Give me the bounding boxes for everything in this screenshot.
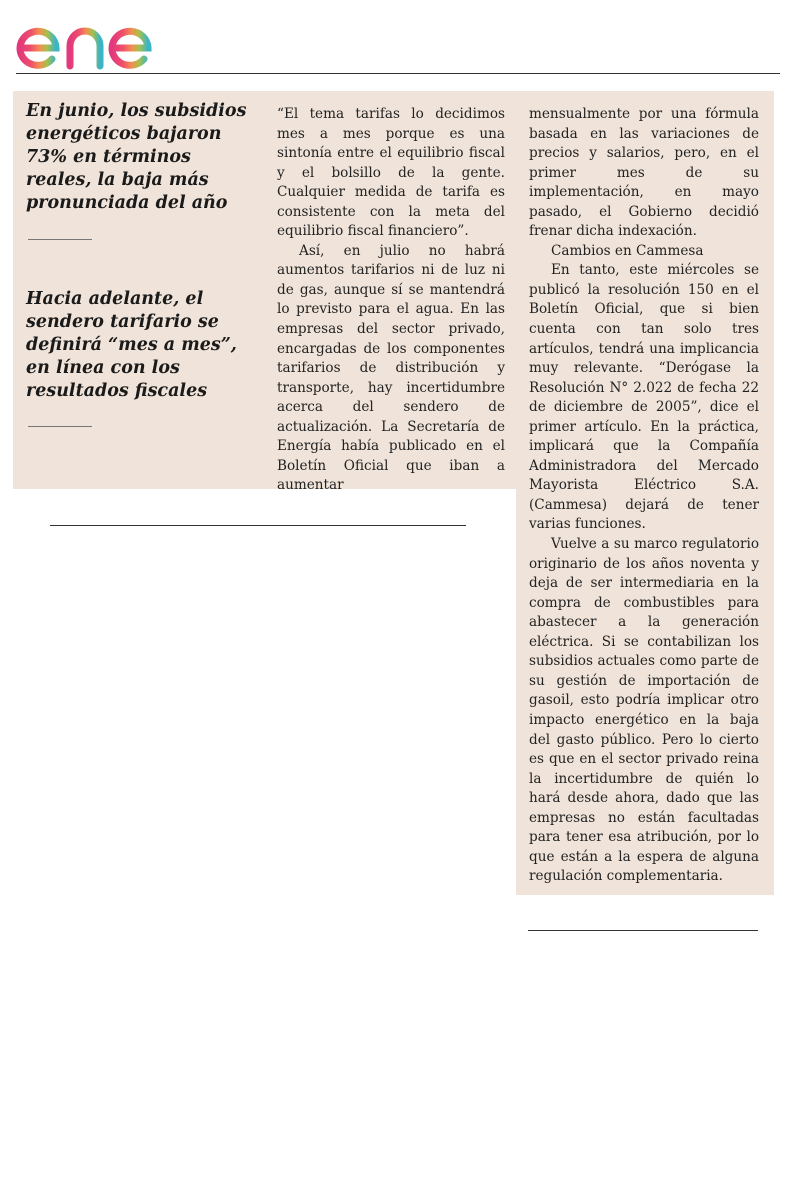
pull-quote-2: Hacia adelante, el sendero tarifario se definirá “mes a mes”, en línea con los resultados fiscales <box>26 289 237 401</box>
article-column-middle <box>277 105 505 496</box>
pull-quote-divider <box>28 426 92 427</box>
article-paragraph: Así, en julio no habrá aumentos tarifarios ni de luz ni de gas, aunque sí se mantendrá lo previsto para el agua. En las empresas del sector privado, encargadas de los componentes tarifarios de distribución y transporte, hay incertidumbre acerca del sendero de actualización. La Secretaría de Energía había publicado en el Boletín Oficial que iban a aumentar <box>277 242 505 494</box>
article-paragraph: “El tema tarifas lo decidimos mes a mes porque es una sintonía entre el equilibrio fiscal y el bolsillo de la gente. Cualquier medida de tarifa es consistente con la meta del equilibrio fiscal financiero”. <box>277 106 505 240</box>
header-divider <box>16 73 780 74</box>
article-column-right <box>529 105 759 887</box>
article-paragraph: En tanto, este miércoles se publicó la resolución 150 en el Boletín Oficial, que si bien cuenta con tan solo tres artículos, tendrá una implicancia muy relevante. “Derógase la Resolución N° 2.022 de fecha 22 de diciembre de 2005”, dice el primer artículo. En la práctica, implicará que la Compañía Administradora del Mercado Mayorista Eléctrico S.A. (Cammesa) dejará de tener varias funciones. <box>529 262 759 533</box>
article-paragraph: Vuelve a su marco regulatorio originario de los años noventa y deja de ser intermediaria en la compra de combustibles para abastecer a la generación eléctrica. Si se contabilizan los subsidios actuales como parte de su gestión de importación de gasoil, esto podría implicar otro impacto energético en la baja del gasto público. Pero lo cierto es que en el sector privado reina la incertidumbre de quién lo hará desde ahora, dado que las empresas no están facultadas para tener esa atribución, por lo que están a la espera de alguna regulación complementaria. <box>529 536 759 885</box>
article-paragraph: mensualmente por una fórmula basada en las variaciones de precios y salarios, pero, en el primer mes de su implementación, en mayo pasado, el Gobierno decidió frenar dicha indexación. <box>529 106 759 240</box>
enel-logo <box>16 8 186 70</box>
article-subhead: Cambios en Cammesa <box>551 242 704 259</box>
section-divider <box>528 930 758 931</box>
pull-quote-1: En junio, los subsidios energéticos bajaron 73% en términos reales, la baja más pronunciada del año <box>26 101 247 213</box>
section-divider <box>50 525 466 526</box>
pull-quote-divider <box>28 239 92 240</box>
